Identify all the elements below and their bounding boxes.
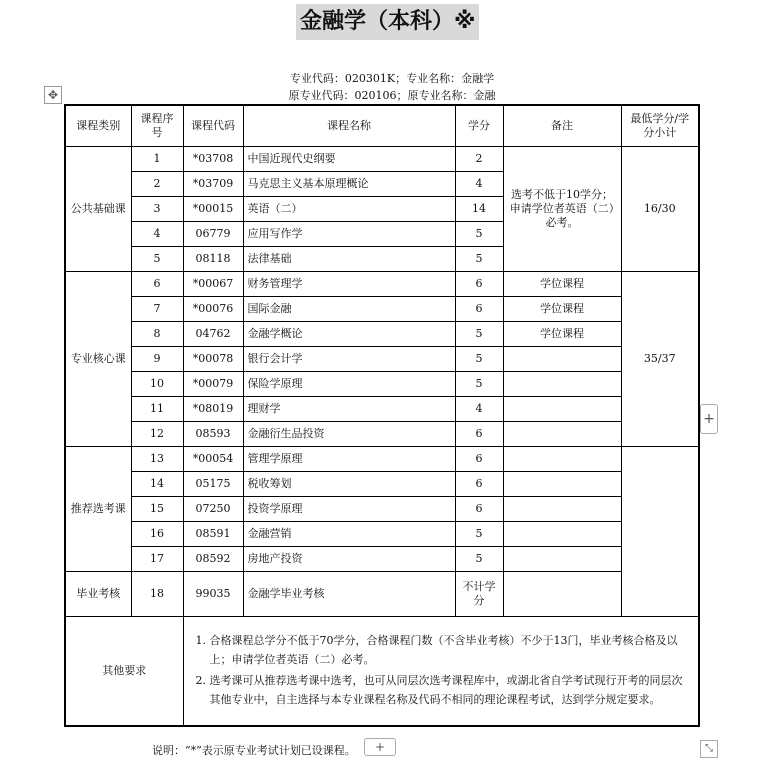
other-requirements-label: 其他要求: [65, 617, 183, 727]
name-cell: 管理学原理: [243, 447, 455, 472]
header-category: 课程类别: [65, 105, 131, 147]
credit-cell: 6: [455, 447, 503, 472]
remark-cell: [503, 497, 621, 522]
credit-cell: 4: [455, 172, 503, 197]
requirement-item: 1. 合格课程总学分不低于70学分，合格课程门数（不含毕业考核）不少于13门，毕业考核合格及以上；申请学位者英语（二）必考。: [210, 631, 691, 669]
code-cell: 99035: [183, 572, 243, 617]
code-cell: 05175: [183, 472, 243, 497]
name-cell: 法律基础: [243, 247, 455, 272]
add-row-icon[interactable]: +: [364, 738, 396, 756]
document-title: 金融学（本科）※: [296, 4, 479, 40]
credit-cell: 6: [455, 497, 503, 522]
table-row: [65, 522, 699, 547]
min-credit-cell: [621, 447, 699, 617]
code-cell: *00079: [183, 372, 243, 397]
name-cell: 保险学原理: [243, 372, 455, 397]
seq-cell: 5: [131, 247, 183, 272]
name-cell: 税收筹划: [243, 472, 455, 497]
credit-cell: 2: [455, 147, 503, 172]
name-cell: 投资学原理: [243, 497, 455, 522]
seq-cell: 15: [131, 497, 183, 522]
seq-cell: 6: [131, 272, 183, 297]
name-cell: 金融营销: [243, 522, 455, 547]
code-cell: *03708: [183, 147, 243, 172]
code-cell: *00015: [183, 197, 243, 222]
credit-cell: 6: [455, 297, 503, 322]
seq-cell: 10: [131, 372, 183, 397]
code-cell: *00067: [183, 272, 243, 297]
other-requirements-content: [183, 617, 699, 727]
name-cell: 马克思主义基本原理概论: [243, 172, 455, 197]
name-cell: 房地产投资: [243, 547, 455, 572]
credit-cell: 5: [455, 547, 503, 572]
remark-cell: 选考不低于10学分；申请学位者英语（二）必考。: [503, 147, 621, 272]
name-cell: 理财学: [243, 397, 455, 422]
name-cell: 应用写作学: [243, 222, 455, 247]
remark-cell: [503, 397, 621, 422]
table-row: [65, 422, 699, 447]
table-row: [65, 272, 699, 297]
credit-cell: 5: [455, 522, 503, 547]
seq-cell: 18: [131, 572, 183, 617]
table-row: [65, 447, 699, 472]
header-name: 课程名称: [243, 105, 455, 147]
category-cell: 毕业考核: [65, 572, 131, 617]
code-cell: *03709: [183, 172, 243, 197]
code-cell: 08593: [183, 422, 243, 447]
header-credit: 学分: [455, 105, 503, 147]
seq-cell: 13: [131, 447, 183, 472]
min-credit-cell: 35/37: [621, 272, 699, 447]
remark-cell: 学位课程: [503, 272, 621, 297]
table-row: [65, 472, 699, 497]
header-remark: 备注: [503, 105, 621, 147]
credit-cell: 5: [455, 347, 503, 372]
category-cell: 推荐选考课: [65, 447, 131, 572]
table-row: [65, 147, 699, 172]
credit-cell: 5: [455, 222, 503, 247]
credit-cell: 6: [455, 422, 503, 447]
name-cell: 银行会计学: [243, 347, 455, 372]
seq-cell: 1: [131, 147, 183, 172]
table-move-handle-icon[interactable]: ✥: [44, 86, 62, 104]
code-cell: *08019: [183, 397, 243, 422]
remark-cell: 学位课程: [503, 322, 621, 347]
credit-cell: 4: [455, 397, 503, 422]
table-row: [65, 547, 699, 572]
remark-cell: [503, 347, 621, 372]
table-header-row: [65, 105, 699, 147]
name-cell: 金融学概论: [243, 322, 455, 347]
code-cell: 08118: [183, 247, 243, 272]
remark-cell: [503, 572, 621, 617]
table-resize-icon[interactable]: ⤡: [700, 740, 718, 758]
major-code-line: 专业代码：020301K；专业名称：金融学: [289, 72, 495, 85]
table-row: [65, 372, 699, 397]
curriculum-table: [64, 104, 700, 727]
code-cell: 08591: [183, 522, 243, 547]
remark-cell: [503, 447, 621, 472]
min-credit-cell: 16/30: [621, 147, 699, 272]
code-cell: 07250: [183, 497, 243, 522]
table-row: [65, 397, 699, 422]
credit-cell: 5: [455, 322, 503, 347]
seq-cell: 3: [131, 197, 183, 222]
seq-cell: 4: [131, 222, 183, 247]
name-cell: 中国近现代史纲要: [243, 147, 455, 172]
name-cell: 国际金融: [243, 297, 455, 322]
seq-cell: 16: [131, 522, 183, 547]
category-cell: 公共基础课: [65, 147, 131, 272]
seq-cell: 17: [131, 547, 183, 572]
remark-cell: [503, 547, 621, 572]
header-code: 课程代码: [183, 105, 243, 147]
credit-cell: 5: [455, 247, 503, 272]
table-row: [65, 572, 699, 617]
name-cell: 金融学毕业考核: [243, 572, 455, 617]
seq-cell: 9: [131, 347, 183, 372]
seq-cell: 12: [131, 422, 183, 447]
add-column-icon[interactable]: +: [700, 404, 718, 434]
table-row: [65, 322, 699, 347]
credit-cell: 14: [455, 197, 503, 222]
code-cell: *00054: [183, 447, 243, 472]
credit-cell: 5: [455, 372, 503, 397]
former-major-code-line: 原专业代码：020106；原专业名称：金融: [288, 89, 496, 102]
credit-cell: 6: [455, 472, 503, 497]
seq-cell: 11: [131, 397, 183, 422]
table-row: [65, 347, 699, 372]
credit-cell: 不计学分: [455, 572, 503, 617]
table-row: [65, 297, 699, 322]
remark-cell: [503, 472, 621, 497]
name-cell: 英语（二）: [243, 197, 455, 222]
other-requirements-row: [65, 617, 699, 727]
remark-cell: [503, 522, 621, 547]
seq-cell: 7: [131, 297, 183, 322]
remark-cell: [503, 422, 621, 447]
requirement-item: 2. 选考课可从推荐选考课中选考，也可从同层次选考课程库中，或湖北省自学考试现行开考的同层次其他专业中，自主选择与本专业课程名称及代码不相同的理论课程考试，达到学分规定要求。: [210, 671, 691, 709]
code-cell: 06779: [183, 222, 243, 247]
seq-cell: 14: [131, 472, 183, 497]
category-cell: 专业核心课: [65, 272, 131, 447]
header-min-credit: 最低学分/学分小计: [621, 105, 699, 147]
credit-cell: 6: [455, 272, 503, 297]
code-cell: 08592: [183, 547, 243, 572]
seq-cell: 2: [131, 172, 183, 197]
remark-cell: 学位课程: [503, 297, 621, 322]
table-caption: 说明：“*”表示原专业考试计划已设课程。: [152, 744, 356, 757]
remark-cell: [503, 372, 621, 397]
code-cell: *00076: [183, 297, 243, 322]
name-cell: 财务管理学: [243, 272, 455, 297]
header-seq: 课程序号: [131, 105, 183, 147]
code-cell: 04762: [183, 322, 243, 347]
seq-cell: 8: [131, 322, 183, 347]
code-cell: *00078: [183, 347, 243, 372]
table-row: [65, 497, 699, 522]
name-cell: 金融衍生品投资: [243, 422, 455, 447]
